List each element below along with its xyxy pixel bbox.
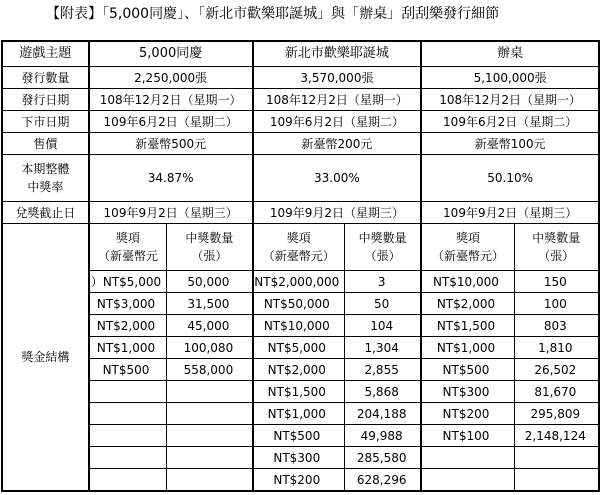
- prize-amount: [89, 403, 167, 425]
- prize-count: 803: [514, 315, 599, 337]
- prize-amount: NT$1,000: [253, 403, 345, 425]
- lottery-details-table: [1, 40, 600, 492]
- prize-amount: [89, 425, 167, 447]
- prize-count: [514, 469, 599, 492]
- col-header-count: [345, 224, 422, 271]
- redeem-deadline: 109年9月2日（星期三）: [89, 202, 253, 224]
- redeem-deadline: 109年9月2日（星期三）: [253, 202, 422, 224]
- prize-amount: NT$2,000: [421, 293, 514, 315]
- prize-amount: NT$200: [253, 469, 345, 492]
- prize-amount: NT$200: [421, 403, 514, 425]
- row-label-prize-rate: [2, 155, 89, 202]
- col-header-count: [167, 224, 253, 271]
- prize-amount: NT$500: [89, 359, 167, 381]
- game-name: 新北市歡樂耶誕城: [253, 41, 422, 67]
- prize-rate: 50.10%: [421, 155, 599, 202]
- prize-row: [2, 315, 599, 337]
- col-header-count-line2: （張）: [538, 249, 575, 263]
- prize-amount: NT$300: [421, 381, 514, 403]
- prize-amount: NT$10,000: [253, 315, 345, 337]
- game-name: 辦桌: [421, 41, 599, 67]
- prize-count: [167, 403, 253, 425]
- ticket-price: 新臺幣100元: [421, 133, 599, 155]
- prize-row: [2, 425, 599, 447]
- row-label-prize-structure: 獎金結構: [2, 224, 89, 492]
- col-header-count-line1: 中獎數量: [532, 231, 581, 245]
- col-header-prize-line1: 獎項: [286, 231, 311, 245]
- prize-count: 50,000: [167, 271, 253, 293]
- row-label-issue-date: 發行日期: [2, 89, 89, 111]
- prize-count: 31,500: [167, 293, 253, 315]
- row-label-quantity: 發行數量: [2, 67, 89, 89]
- issue-date: 108年12月2日（星期一）: [89, 89, 253, 111]
- prize-amount: NT$2,000,000: [253, 271, 345, 293]
- prize-amount: NT$2,000: [253, 359, 345, 381]
- end-date: 109年6月2日（星期二）: [253, 111, 422, 133]
- row-label-deadline: 兌獎截止日: [2, 202, 89, 224]
- prize-row: [2, 293, 599, 315]
- prize-count: 100,080: [167, 337, 253, 359]
- ticket-price: 新臺幣500元: [89, 133, 253, 155]
- prize-count: 49,988: [345, 425, 422, 447]
- col-header-prize-line2: （新臺幣元）: [262, 249, 335, 263]
- issue-quantity: 2,250,000張: [89, 67, 253, 89]
- col-header-count-line1: 中獎數量: [185, 231, 234, 245]
- prize-count: [167, 469, 253, 492]
- prize-row: [2, 271, 599, 293]
- prize-count: [514, 447, 599, 469]
- prize-amount: NT$3,000: [89, 293, 167, 315]
- prize-amount: NT$50,000: [253, 293, 345, 315]
- prize-count: 150: [514, 271, 599, 293]
- prize-count: 295,809: [514, 403, 599, 425]
- prize-count: 81,670: [514, 381, 599, 403]
- prize-count: 5,868: [345, 381, 422, 403]
- prize-row: [2, 359, 599, 381]
- prize-rate: 34.87%: [89, 155, 253, 202]
- col-header-prize-line1: 獎項: [115, 231, 140, 245]
- col-header-prize-line1: 獎項: [455, 231, 480, 245]
- prize-count: 2,855: [345, 359, 422, 381]
- col-header-count-line2: （張）: [191, 249, 228, 263]
- prize-count: 204,188: [345, 403, 422, 425]
- row-label-theme: 遊戲主題: [2, 41, 89, 67]
- prize-rate: 33.00%: [253, 155, 422, 202]
- prize-count: 1,304: [345, 337, 422, 359]
- redeem-deadline: 109年9月2日（星期三）: [421, 202, 599, 224]
- prize-amount: NT$500: [421, 359, 514, 381]
- prize-count: [167, 381, 253, 403]
- prize-amount: ）NT$5,000: [89, 271, 167, 293]
- prize-count: 2,148,124: [514, 425, 599, 447]
- prize-amount: [89, 381, 167, 403]
- prize-amount: [89, 447, 167, 469]
- col-header-count-line1: 中獎數量: [358, 231, 407, 245]
- ticket-price: 新臺幣200元: [253, 133, 422, 155]
- prize-row: [2, 381, 599, 403]
- prize-count: 1,810: [514, 337, 599, 359]
- col-header-prize: [89, 224, 167, 271]
- row-label-end-date: 下市日期: [2, 111, 89, 133]
- prize-row: [2, 337, 599, 359]
- col-header-prize-line2: （新臺幣元）: [431, 249, 504, 263]
- document-title: 【附表】「5,000同慶」、「新北市歡樂耶誕城」與「辦桌」刮刮樂發行細節: [46, 6, 500, 22]
- prize-count: 45,000: [167, 315, 253, 337]
- issue-date: 108年12月2日（星期一）: [421, 89, 599, 111]
- prize-count: 104: [345, 315, 422, 337]
- end-date: 109年6月2日（星期二）: [421, 111, 599, 133]
- issue-quantity: 5,100,000張: [421, 67, 599, 89]
- end-date: 109年6月2日（星期二）: [89, 111, 253, 133]
- prize-count: 285,580: [345, 447, 422, 469]
- issue-date: 108年12月2日（星期一）: [253, 89, 422, 111]
- col-header-prize: [421, 224, 514, 271]
- prize-amount: NT$1,500: [253, 381, 345, 403]
- prize-count: 50: [345, 293, 422, 315]
- game-name: 5,000同慶: [89, 41, 253, 67]
- prize-count: [167, 425, 253, 447]
- prize-row: [2, 403, 599, 425]
- prize-amount: NT$500: [253, 425, 345, 447]
- prize-amount: NT$100: [421, 425, 514, 447]
- prize-amount: [421, 447, 514, 469]
- prize-amount: NT$1,000: [421, 337, 514, 359]
- row-label-prize-rate-line1: 本期整體: [21, 162, 70, 176]
- prize-amount: [421, 469, 514, 492]
- row-label-prize-rate-line2: 中獎率: [27, 180, 64, 194]
- prize-count: 100: [514, 293, 599, 315]
- prize-amount: NT$10,000: [421, 271, 514, 293]
- col-header-count: [514, 224, 599, 271]
- prize-count: [167, 447, 253, 469]
- prize-row: [2, 447, 599, 469]
- row-label-price: 售價: [2, 133, 89, 155]
- prize-amount: NT$5,000: [253, 337, 345, 359]
- col-header-prize-line2: （新臺幣元: [97, 249, 158, 263]
- prize-amount: [89, 469, 167, 492]
- prize-count: 558,000: [167, 359, 253, 381]
- issue-quantity: 3,570,000張: [253, 67, 422, 89]
- prize-count: 628,296: [345, 469, 422, 492]
- prize-count: 26,502: [514, 359, 599, 381]
- prize-row: [2, 469, 599, 492]
- col-header-count-line2: （張）: [364, 249, 401, 263]
- prize-amount: NT$1,000: [89, 337, 167, 359]
- prize-amount: NT$2,000: [89, 315, 167, 337]
- prize-amount: NT$1,500: [421, 315, 514, 337]
- col-header-prize: [253, 224, 345, 271]
- prize-amount: NT$300: [253, 447, 345, 469]
- prize-count: 3: [345, 271, 422, 293]
